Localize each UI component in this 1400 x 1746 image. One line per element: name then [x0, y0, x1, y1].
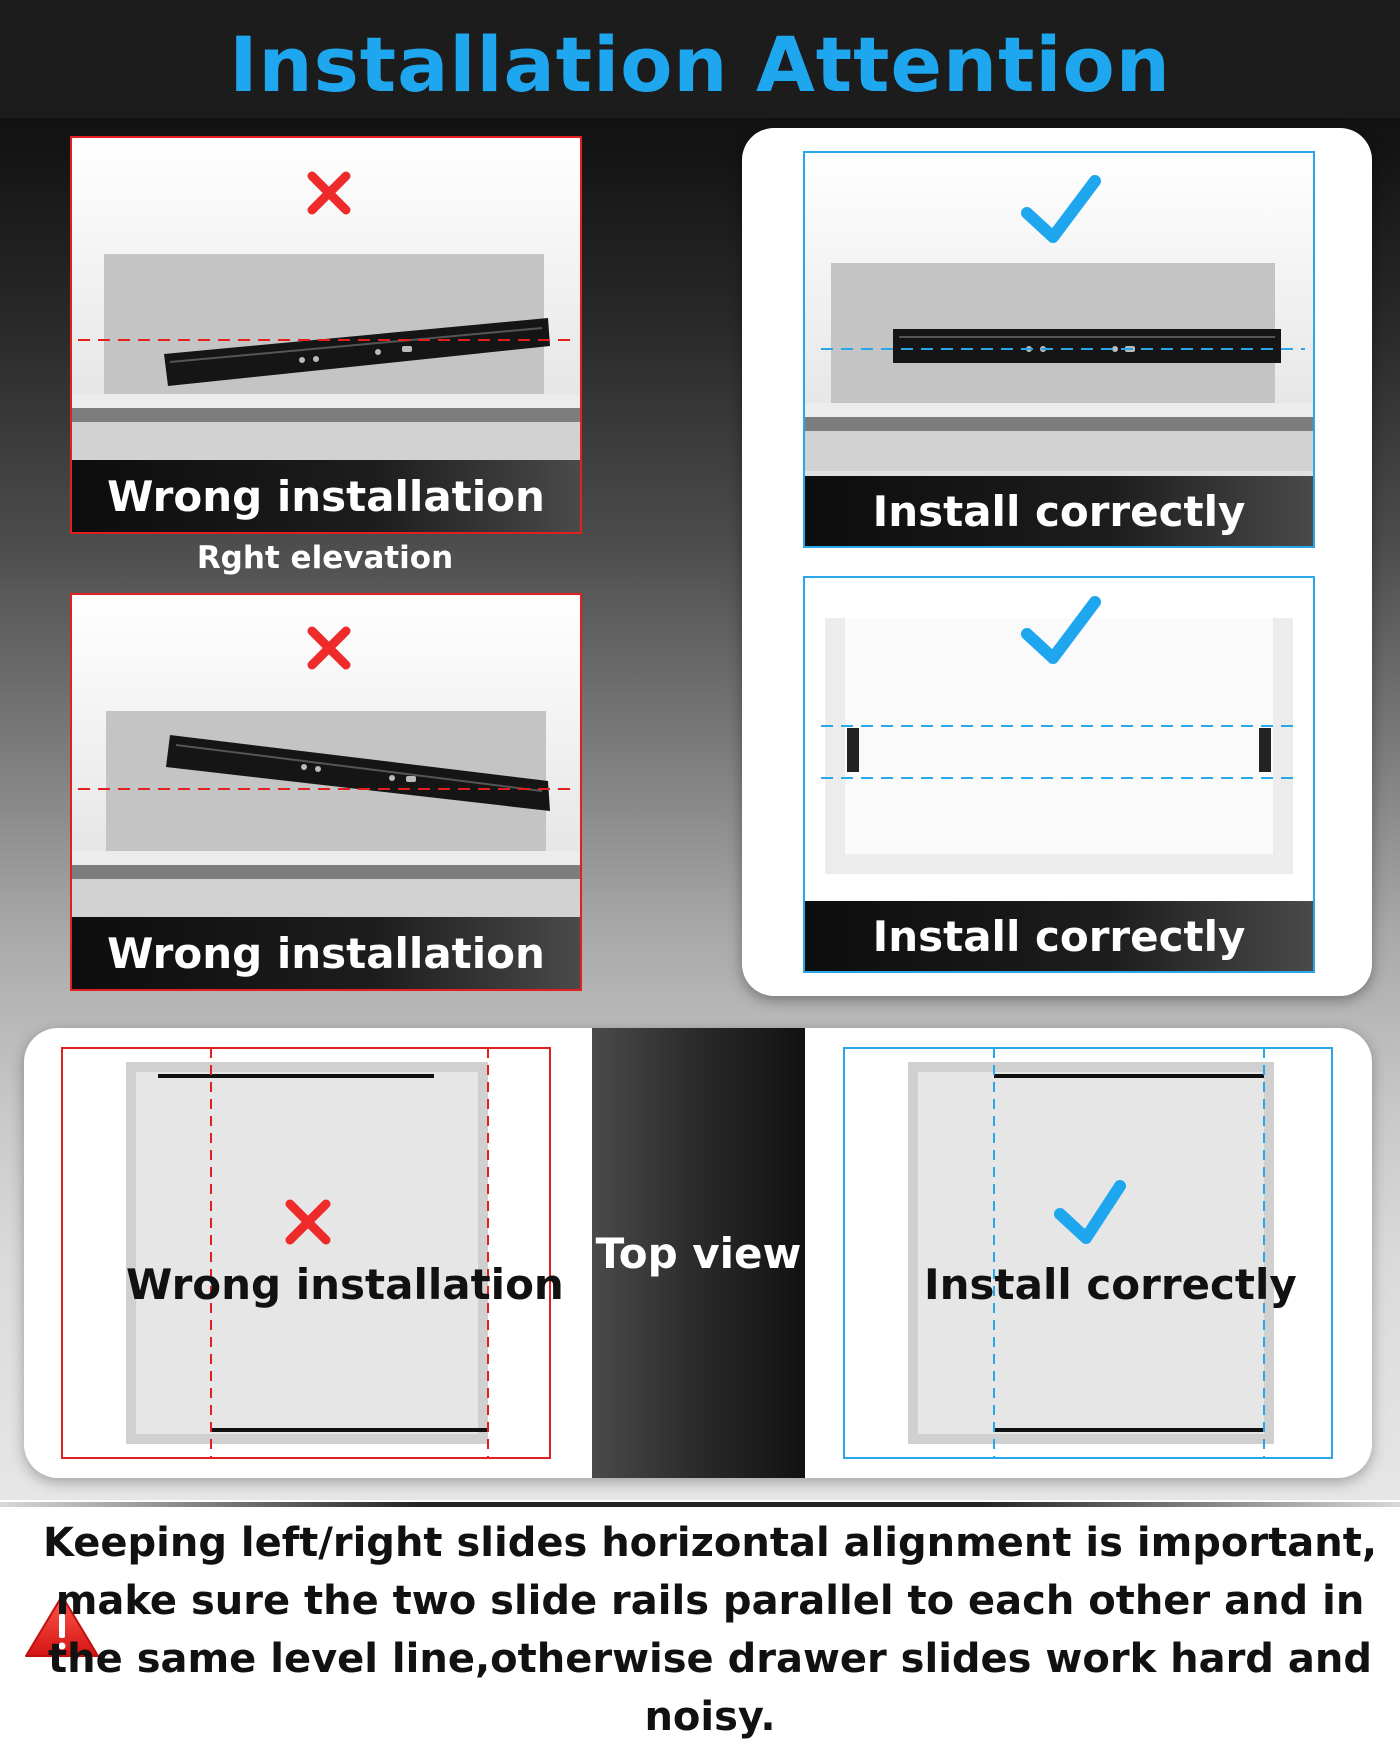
divider	[0, 1502, 1400, 1507]
wrong-label-1: Wrong installation	[72, 460, 580, 532]
top-view-label: Top view	[595, 1228, 802, 1278]
x-mark-icon	[72, 138, 580, 238]
x-mark-icon	[72, 595, 580, 695]
top-view-wrong-label: Wrong installation	[126, 1260, 564, 1309]
correct-panel-front	[803, 576, 1315, 973]
top-view-label-box	[592, 1028, 805, 1478]
wrong-panel-tilt-up	[70, 136, 582, 534]
top-view-correct-label: Install correctly	[924, 1260, 1297, 1309]
wrong-label-2: Wrong installation	[72, 917, 580, 989]
correct-panel-side	[803, 151, 1315, 548]
correct-label-1: Install correctly	[805, 476, 1313, 546]
checkmark-icon	[805, 153, 1313, 253]
checkmark-icon	[805, 578, 1313, 678]
installation-note: Keeping left/right slides horizontal alignment is important, make sure the two slide rails parallel to each other and in the same level line,otherwise drawer slides work hard and noisy.	[42, 1520, 1378, 1740]
page-title: Installation Attention	[229, 20, 1171, 109]
top-view-card	[24, 1028, 1372, 1478]
correct-label-2: Install correctly	[805, 901, 1313, 971]
wrong-panel-tilt-down	[70, 593, 582, 991]
elevation-label: Rght elevation	[196, 540, 454, 576]
